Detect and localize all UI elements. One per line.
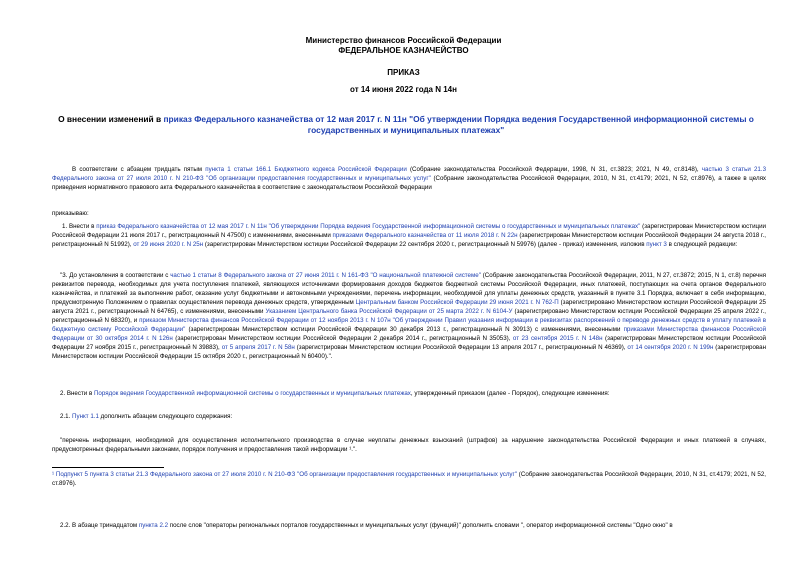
- text: (зарегистрирован Министерством юстиции Российской Федерации 24 августа 2018 г., регистрационный N 51992),: [52, 232, 766, 248]
- link-minfin-126n[interactable]: приказами Министерства финансов Российской Федерации от 30 октября 2014 г. N 126н: [52, 326, 767, 342]
- text: , утвержденный приказом (далее - Порядок), следующие изменения:: [410, 390, 610, 397]
- paragraph-order: приказываю:: [52, 210, 89, 217]
- title-text: О внесении изменений в: [58, 114, 164, 124]
- text: 2.1.: [60, 413, 73, 420]
- text: (зарегистрирован Министерством юстиции Российской Федерации 22 сентября 2020 г., регистрационный N 59976) (далее - приказ) изменения, изложив: [203, 241, 647, 248]
- link-minfin-199n[interactable]: от 14 сентября 2020 г. N 199н: [627, 344, 714, 351]
- doc-type-heading: ПРИКАЗ: [387, 68, 420, 77]
- link-law-210fz[interactable]: частью 3 статьи 21.3 Федерального закона от 27 июля 2010 г. N 210-ФЗ "Об организации предоставления государственных и муниципальных услуг": [52, 166, 767, 182]
- text: (зарегистрирован Министерством юстиции Российской Федерации 21 июля 2017 г., регистрационный N 47500) с изменениями, внесенными: [52, 223, 767, 239]
- ministry-heading: Министерство финансов Российской Федерации: [305, 36, 502, 45]
- text: (зарегистрирован Министерством юстиции Российской Федерации 30 декабря 2013 г., регистрационный N 30913) с изменениями, внесенными: [185, 326, 624, 333]
- link-order-11n[interactable]: приказ Федерального казначейства от 12 мая 2017 г. N 11н "Об утверждении Порядка ведения Государственной информационной системы о государственных и муниципальных платежах": [96, 223, 641, 230]
- date-number-heading: от 14 июня 2022 года N 14н: [350, 85, 457, 94]
- text: дополнить абзацем следующего содержания:: [98, 413, 233, 420]
- link-minfin-148n[interactable]: от 23 сентября 2015 г. N 148н: [512, 335, 603, 342]
- footnote-mark: ¹: [52, 471, 55, 478]
- text: "3. До установления в соответствии с: [60, 272, 171, 279]
- paragraph-preamble: [52, 165, 766, 192]
- text: (зарегистрировано Министерством юстиции Российской Федерации 25 августа 2021 г., регистрационный N 64765), с изменениями, внесенными: [52, 299, 766, 315]
- paragraph-item-2-1: [52, 412, 766, 421]
- link-cbr-6104u[interactable]: Указанием Центрального банка Российской Федерации от 25 марта 2022 г. N 6104-У: [265, 308, 513, 315]
- text: (Собрание законодательства Российской Федерации, 1998, N 31, ст.3823; 2021, N 49, ст.8148),: [406, 166, 702, 173]
- paragraph-item-1: [52, 222, 766, 249]
- text: (зарегистрирован Министерством юстиции Российской Федерации 2 декабря 2014 г., регистрационный N 35053),: [172, 335, 513, 342]
- text: В соответствии с абзацем тридцать пятым: [72, 166, 206, 173]
- link-law-161fz[interactable]: частью 1 статьи 8 Федерального закона от 27 июня 2011 г. N 161-ФЗ "О национальной платежной системе": [170, 272, 481, 279]
- link-cbr-762p[interactable]: Центральным банком Российской Федерации 29 июня 2021 г. N 762-П: [355, 299, 559, 306]
- link-minfin-58n[interactable]: от 5 апреля 2017 г. N 58н: [221, 344, 295, 351]
- paragraph-item-2: [52, 389, 766, 398]
- text: 2.2. В абзаце тринадцатом: [60, 522, 139, 529]
- text: 2. Внести в: [60, 390, 94, 397]
- link-point-3[interactable]: пункт 3: [646, 241, 667, 248]
- text: (зарегистрирован Министерством юстиции Российской Федерации 27 ноября 2015 г., регистрационный N 39883),: [52, 335, 766, 351]
- text: (зарегистрировано Министерством юстиции Российской Федерации 25 апреля 2022 г., регистрационный N 68320), и: [52, 308, 766, 324]
- footnote-divider: [52, 467, 164, 468]
- text: после слов "операторы региональных порталов государственных и муниципальных услуг (функций)" дополнить словами ", оператор информационной системы "Одно окно" в: [168, 522, 673, 529]
- link-point-2-2[interactable]: пункта 2.2: [138, 522, 169, 529]
- link-order-25n[interactable]: от 29 июня 2020 г. N 25н: [133, 241, 204, 248]
- footnote: [52, 470, 766, 488]
- text: в следующей редакции:: [666, 241, 738, 248]
- link-procedure[interactable]: Порядок ведения Государственной информационной системы о государственных и муниципальных платежах: [93, 390, 411, 397]
- paragraph-point-3: [52, 271, 766, 361]
- paragraph-item-2-2: [52, 521, 766, 530]
- link-footnote-law[interactable]: Подпункт 5 пункта 3 статьи 21.3 Федерального закона от 27 июля 2010 г. N 210-ФЗ "Об организации предоставления государственных и муниципальных услуг": [55, 471, 517, 478]
- title-link[interactable]: приказ Федерального казначейства от 12 мая 2017 г. N 11н "Об утверждении Порядка ведения Государственной информационной системы о государственных и муниципальных платежах": [163, 114, 754, 135]
- text: (Собрание законодательства Российской Федерации, 2011, N 27, ст.3872; 2015, N 1, ст.8) перечня реквизитов перевода, необходимых для учета поступления платежей, являющихся источниками формирования доходов бюджетов бюджетной системы Российской Федерации, иных платежей, поступающих на счета органов Федерального казначейства, и платежей за выполнение работ, оказание услуг бюджетными и автономными учреждениями, перечень информации, необходимой для уплаты денежных средств, указанный в пункте 3.1 Порядка, включает в себя информацию, предусмотренную Положением о правилах осуществления перевода денежных средств, утвержденным: [52, 272, 766, 306]
- document-title: [38, 114, 774, 136]
- link-minfin-107n[interactable]: приказом Министерства финансов Российской Федерации от 12 ноября 2013 г. N 107н "Об утверждении Правил указания информации в реквизитах распоряжений о переводе денежных средств в уплату платежей в бюджетную систему Российской Федерации": [52, 317, 767, 333]
- text: (зарегистрирован Министерством юстиции Российской Федерации 15 октября 2020 г., регистрационный N 60400).".: [52, 344, 767, 360]
- treasury-heading: ФЕДЕРАЛЬНОЕ КАЗНАЧЕЙСТВО: [338, 46, 469, 55]
- link-point-1-1[interactable]: Пункт 1.1: [72, 413, 99, 420]
- link-order-22n[interactable]: приказами Федерального казначейства от 11 июля 2018 г. N 22н: [332, 232, 518, 239]
- link-budget-code[interactable]: пункта 1 статьи 166.1 Бюджетного кодекса Российской Федерации: [205, 166, 407, 173]
- text: (зарегистрирован Министерством юстиции Российской Федерации 13 апреля 2017 г., регистрационный N 46369),: [294, 344, 628, 351]
- paragraph-quote: "перечень информации, необходимой для осуществления исполнительного производства в случае неуплаты денежных взысканий (штрафов) за нарушение законодательства Российской Федерации и иных платежей в случаях, предусмотренных федеральными законами, порядок получения и предоставления такой информации ¹.".: [52, 437, 766, 453]
- text: (Собрание законодательства Российской Федерации, 2010, N 31, ст.4179; 2021, N 52, ст.8976), а также в целях приведения нормативного правового акта Федерального казначейства в соответствие с законодательством Российской Федерации: [52, 175, 767, 191]
- text: (Собрание законодательства Российской Федерации, 2010, N 31, ст.4179; 2021, N 52, ст.8976).: [52, 471, 766, 487]
- text: 1. Внести в: [62, 223, 97, 230]
